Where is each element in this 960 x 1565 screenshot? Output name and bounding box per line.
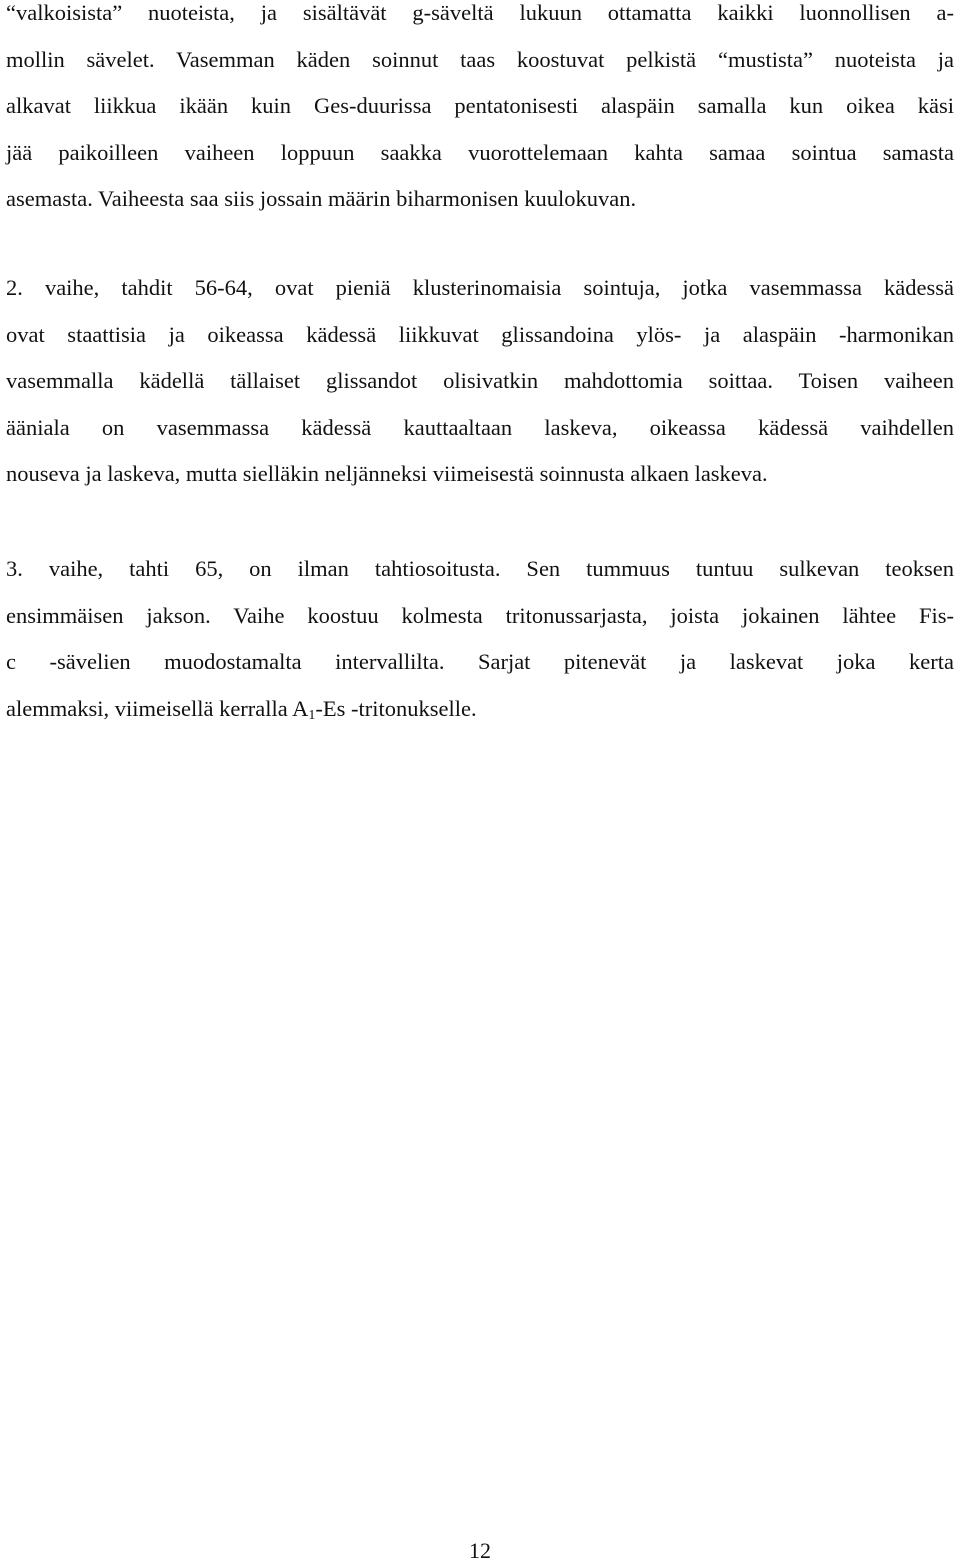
text-line-with-subscript xyxy=(6,686,954,733)
text-line: “valkoisista” nuoteista, ja sisältävät g-säveltä lukuun ottamatta kaikki luonnollisen a- xyxy=(6,0,954,25)
text-segment: -Es -tritonukselle. xyxy=(315,695,477,721)
text-line: 2. vaihe, tahdit 56-64, ovat pieniä klusterinomaisia sointuja, jotka vasemmassa kädessä xyxy=(6,275,954,300)
text-line: mollin sävelet. Vasemman käden soinnut taas koostuvat pelkistä “mustista” nuoteista ja xyxy=(6,46,954,72)
page-number: 12 xyxy=(469,1538,491,1563)
document-page xyxy=(6,0,954,1565)
text-line: alkavat liikkua ikään kuin Ges-duurissa pentatonisesti alaspäin samalla kun oikea käsi xyxy=(6,93,954,119)
text-line: nouseva ja laskeva, mutta sielläkin neljänneksi viimeisestä soinnusta alkaen laskeva. xyxy=(6,461,768,487)
text-line: ääniala on vasemmassa kädessä kauttaaltaan laskeva, oikeassa kädessä vaihdellen xyxy=(6,414,954,440)
paragraph-1 xyxy=(6,0,954,223)
text-line: c -sävelien muodostamalta intervallilta. Sarjat pitenevät ja laskevat joka kerta xyxy=(6,649,954,675)
subscript: 1 xyxy=(308,707,316,723)
text-line: ovat staattisia ja oikeassa kädessä liikkuvat glissandoina ylös- ja alaspäin -harmonikan xyxy=(6,321,954,347)
text-line: ensimmäisen jakson. Vaihe koostuu kolmesta tritonussarjasta, joista jokainen lähtee Fis- xyxy=(6,602,954,628)
text-segment: alemmaksi, viimeisellä kerralla A xyxy=(6,695,309,721)
text-line: asemasta. Vaiheesta saa siis jossain määrin biharmonisen kuulokuvan. xyxy=(6,186,637,212)
text-line: jää paikoilleen vaiheen loppuun saakka vuorottelemaan kahta samaa sointua samasta xyxy=(6,139,954,165)
text-line: vasemmalla kädellä tällaiset glissandot olisivatkin mahdottomia soittaa. Toisen vaiheen xyxy=(6,368,954,394)
text-line: 3. vaihe, tahti 65, on ilman tahtiosoitusta. Sen tummuus tuntuu sulkevan teoksen xyxy=(6,556,954,581)
paragraph-3 xyxy=(6,546,954,732)
paragraph-2 xyxy=(6,265,954,498)
